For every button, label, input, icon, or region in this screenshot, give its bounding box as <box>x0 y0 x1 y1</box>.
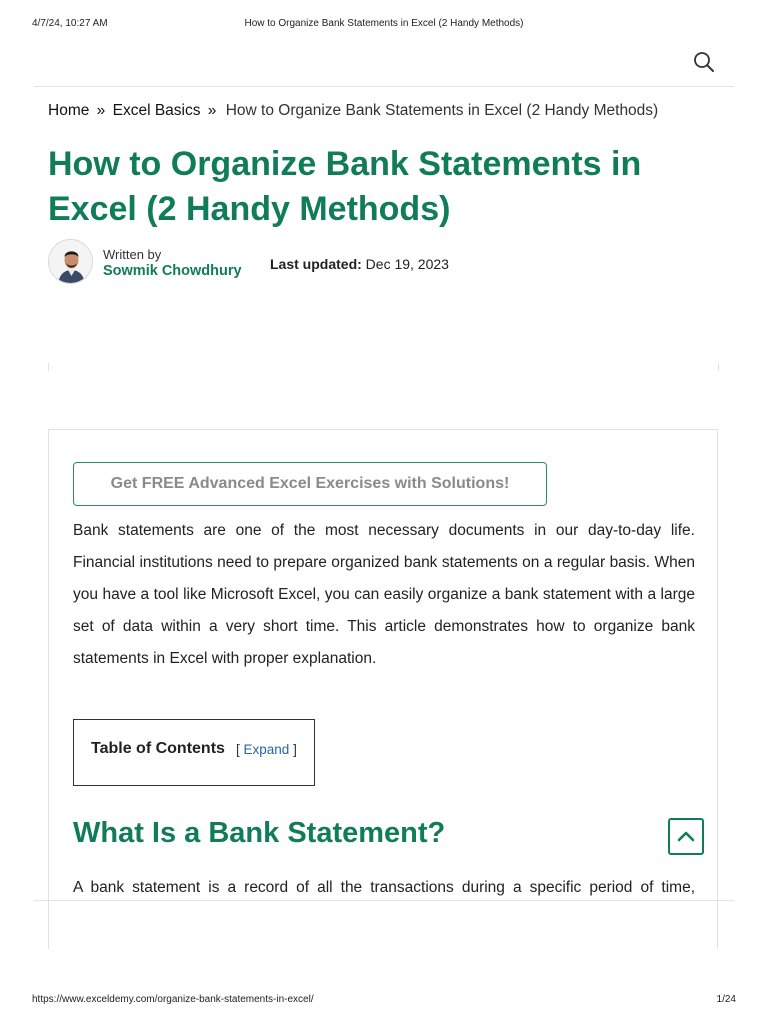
table-of-contents <box>73 719 315 786</box>
last-updated <box>270 256 449 272</box>
last-updated-date: Dec 19, 2023 <box>365 256 449 272</box>
author-name-link[interactable]: Sowmik Chowdhury <box>103 263 242 279</box>
author-block <box>48 239 728 285</box>
chevron-up-icon <box>670 820 702 853</box>
toc-bracket: [ <box>236 742 240 757</box>
breadcrumb-separator: » <box>96 102 106 119</box>
ad-space-marker <box>718 363 719 371</box>
page-title: How to Organize Bank Statements in Excel (2 Handy Methods) <box>48 145 642 228</box>
free-exercises-button[interactable]: Get FREE Advanced Excel Exercises with Solutions! <box>73 462 547 506</box>
scroll-to-top-button[interactable] <box>668 818 704 855</box>
toc-bracket: ] <box>293 742 297 757</box>
toc-expand-link[interactable]: Expand <box>243 742 290 757</box>
print-datetime: 4/7/24, 10:27 AM <box>32 18 108 29</box>
last-updated-label: Last updated: <box>270 256 362 272</box>
breadcrumb-current: How to Organize Bank Statements in Excel (2 Handy Methods) <box>225 102 659 119</box>
written-by-label: Written by <box>103 247 162 262</box>
breadcrumb-home-link[interactable]: Home <box>48 102 90 119</box>
author-photo <box>49 240 93 284</box>
header-divider <box>34 86 734 87</box>
search-icon <box>692 50 716 74</box>
breadcrumb-separator: » <box>207 102 217 119</box>
content-divider <box>34 900 734 901</box>
toc-expand-control <box>236 742 297 757</box>
ad-space-marker <box>48 363 49 371</box>
print-doc-title: How to Organize Bank Statements in Excel (2 Handy Methods) <box>244 18 524 29</box>
print-url: https://www.exceldemy.com/organize-bank-statements-in-excel/ <box>32 994 314 1005</box>
print-page-number: 1/24 <box>716 994 736 1005</box>
avatar[interactable] <box>48 239 93 284</box>
toc-title: Table of Contents <box>91 740 225 757</box>
breadcrumb <box>48 102 658 120</box>
section-paragraph: A bank statement is a record of all the transactions during a specific period of time, <box>73 879 695 896</box>
breadcrumb-category-link[interactable]: Excel Basics <box>112 102 201 119</box>
intro-paragraph: Bank statements are one of the most necessary documents in our day-to-day life. Financial institutions need to prepare organized bank statements on a regular basis. When you have a tool like Microsoft Excel, you can easily organize a bank statement with a large set of data within a very short time. This article demonstrates how to organize bank statements in Excel with proper explanation. <box>73 522 695 667</box>
search-button[interactable] <box>692 50 716 74</box>
section-heading: What Is a Bank Statement? <box>73 817 446 849</box>
article-content <box>48 429 718 949</box>
